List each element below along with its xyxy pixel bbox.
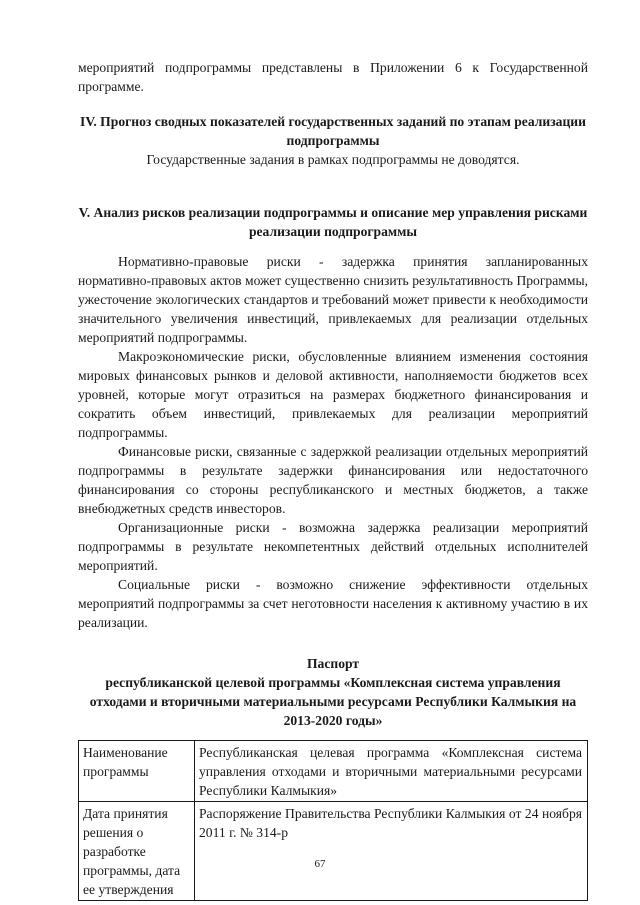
passport-table xyxy=(78,740,588,901)
table-row xyxy=(79,741,588,802)
risk-paragraph-macroeconomic: Макроэкономические риски, обусловленные влиянием изменения состояния мировых финансовых рынков и деловой активности, наполняемости бюджетов всех уровней, которые могут отразиться на размерах бюджетного финансирования и сократить объем инвестиций, привлекаемых для реализации мероприятий подпрограммы. xyxy=(78,349,588,440)
risk-paragraph-financial: Финансовые риски, связанные с задержкой реализации отдельных мероприятий подпрограммы в результате задержки финансирования или недостаточного финансирования со стороны республиканского и местных бюджетов, а также внебюджетных средств инвесторов. xyxy=(78,444,588,516)
table-cell-label: Дата принятия решения о разработке программы, дата ее утверждения xyxy=(79,802,195,901)
table-cell-value: Распоряжение Правительства Республики Калмыкия от 24 ноября 2011 г. № 314-р xyxy=(195,802,588,901)
passport-heading: Паспорт xyxy=(306,656,360,671)
section-4-body: Государственные задания в рамках подпрограммы не доводятся. xyxy=(146,152,520,167)
intro-paragraph: мероприятий подпрограммы представлены в Приложении 6 к Государственной программе. xyxy=(78,60,588,94)
page-number: 67 xyxy=(314,858,326,870)
risk-paragraph-legal: Нормативно-правовые риски - задержка принятия запланированных нормативно-правовых актов может существенно снизить результативность Программы, ужесточение экологических стандартов и требований может привести к необходимости значительного увеличения инвестиций, привлекаемых для реализации отдельных мероприятий подпрограммы. xyxy=(78,254,588,345)
risk-paragraph-social: Социальные риски - возможно снижение эффективности отдельных мероприятий подпрограммы за счет неготовности населения к активному участию в их реализации. xyxy=(78,577,588,630)
risk-paragraph-organizational: Организационные риски - возможна задержка реализации мероприятий подпрограммы в результате некомпетентных действий отдельных исполнителей мероприятий. xyxy=(78,520,588,573)
table-cell-value: Республиканская целевая программа «Комплексная система управления отходами и вторичными материальными ресурсами Республики Калмыкия» xyxy=(195,741,588,802)
table-cell-label: Наименование программы xyxy=(79,741,195,802)
passport-subheading: республиканской целевой программы «Комплексная система управления отходами и вторичными материальными ресурсами Республики Калмыкия на 2013-2020 годы» xyxy=(89,675,577,728)
table-row xyxy=(79,802,588,901)
section-5-title: V. Анализ рисков реализации подпрограммы и описание мер управления рисками реализации подпрограммы xyxy=(78,205,588,239)
section-4-title: IV. Прогноз сводных показателей государственных заданий по этапам реализации подпрограммы xyxy=(80,114,586,148)
